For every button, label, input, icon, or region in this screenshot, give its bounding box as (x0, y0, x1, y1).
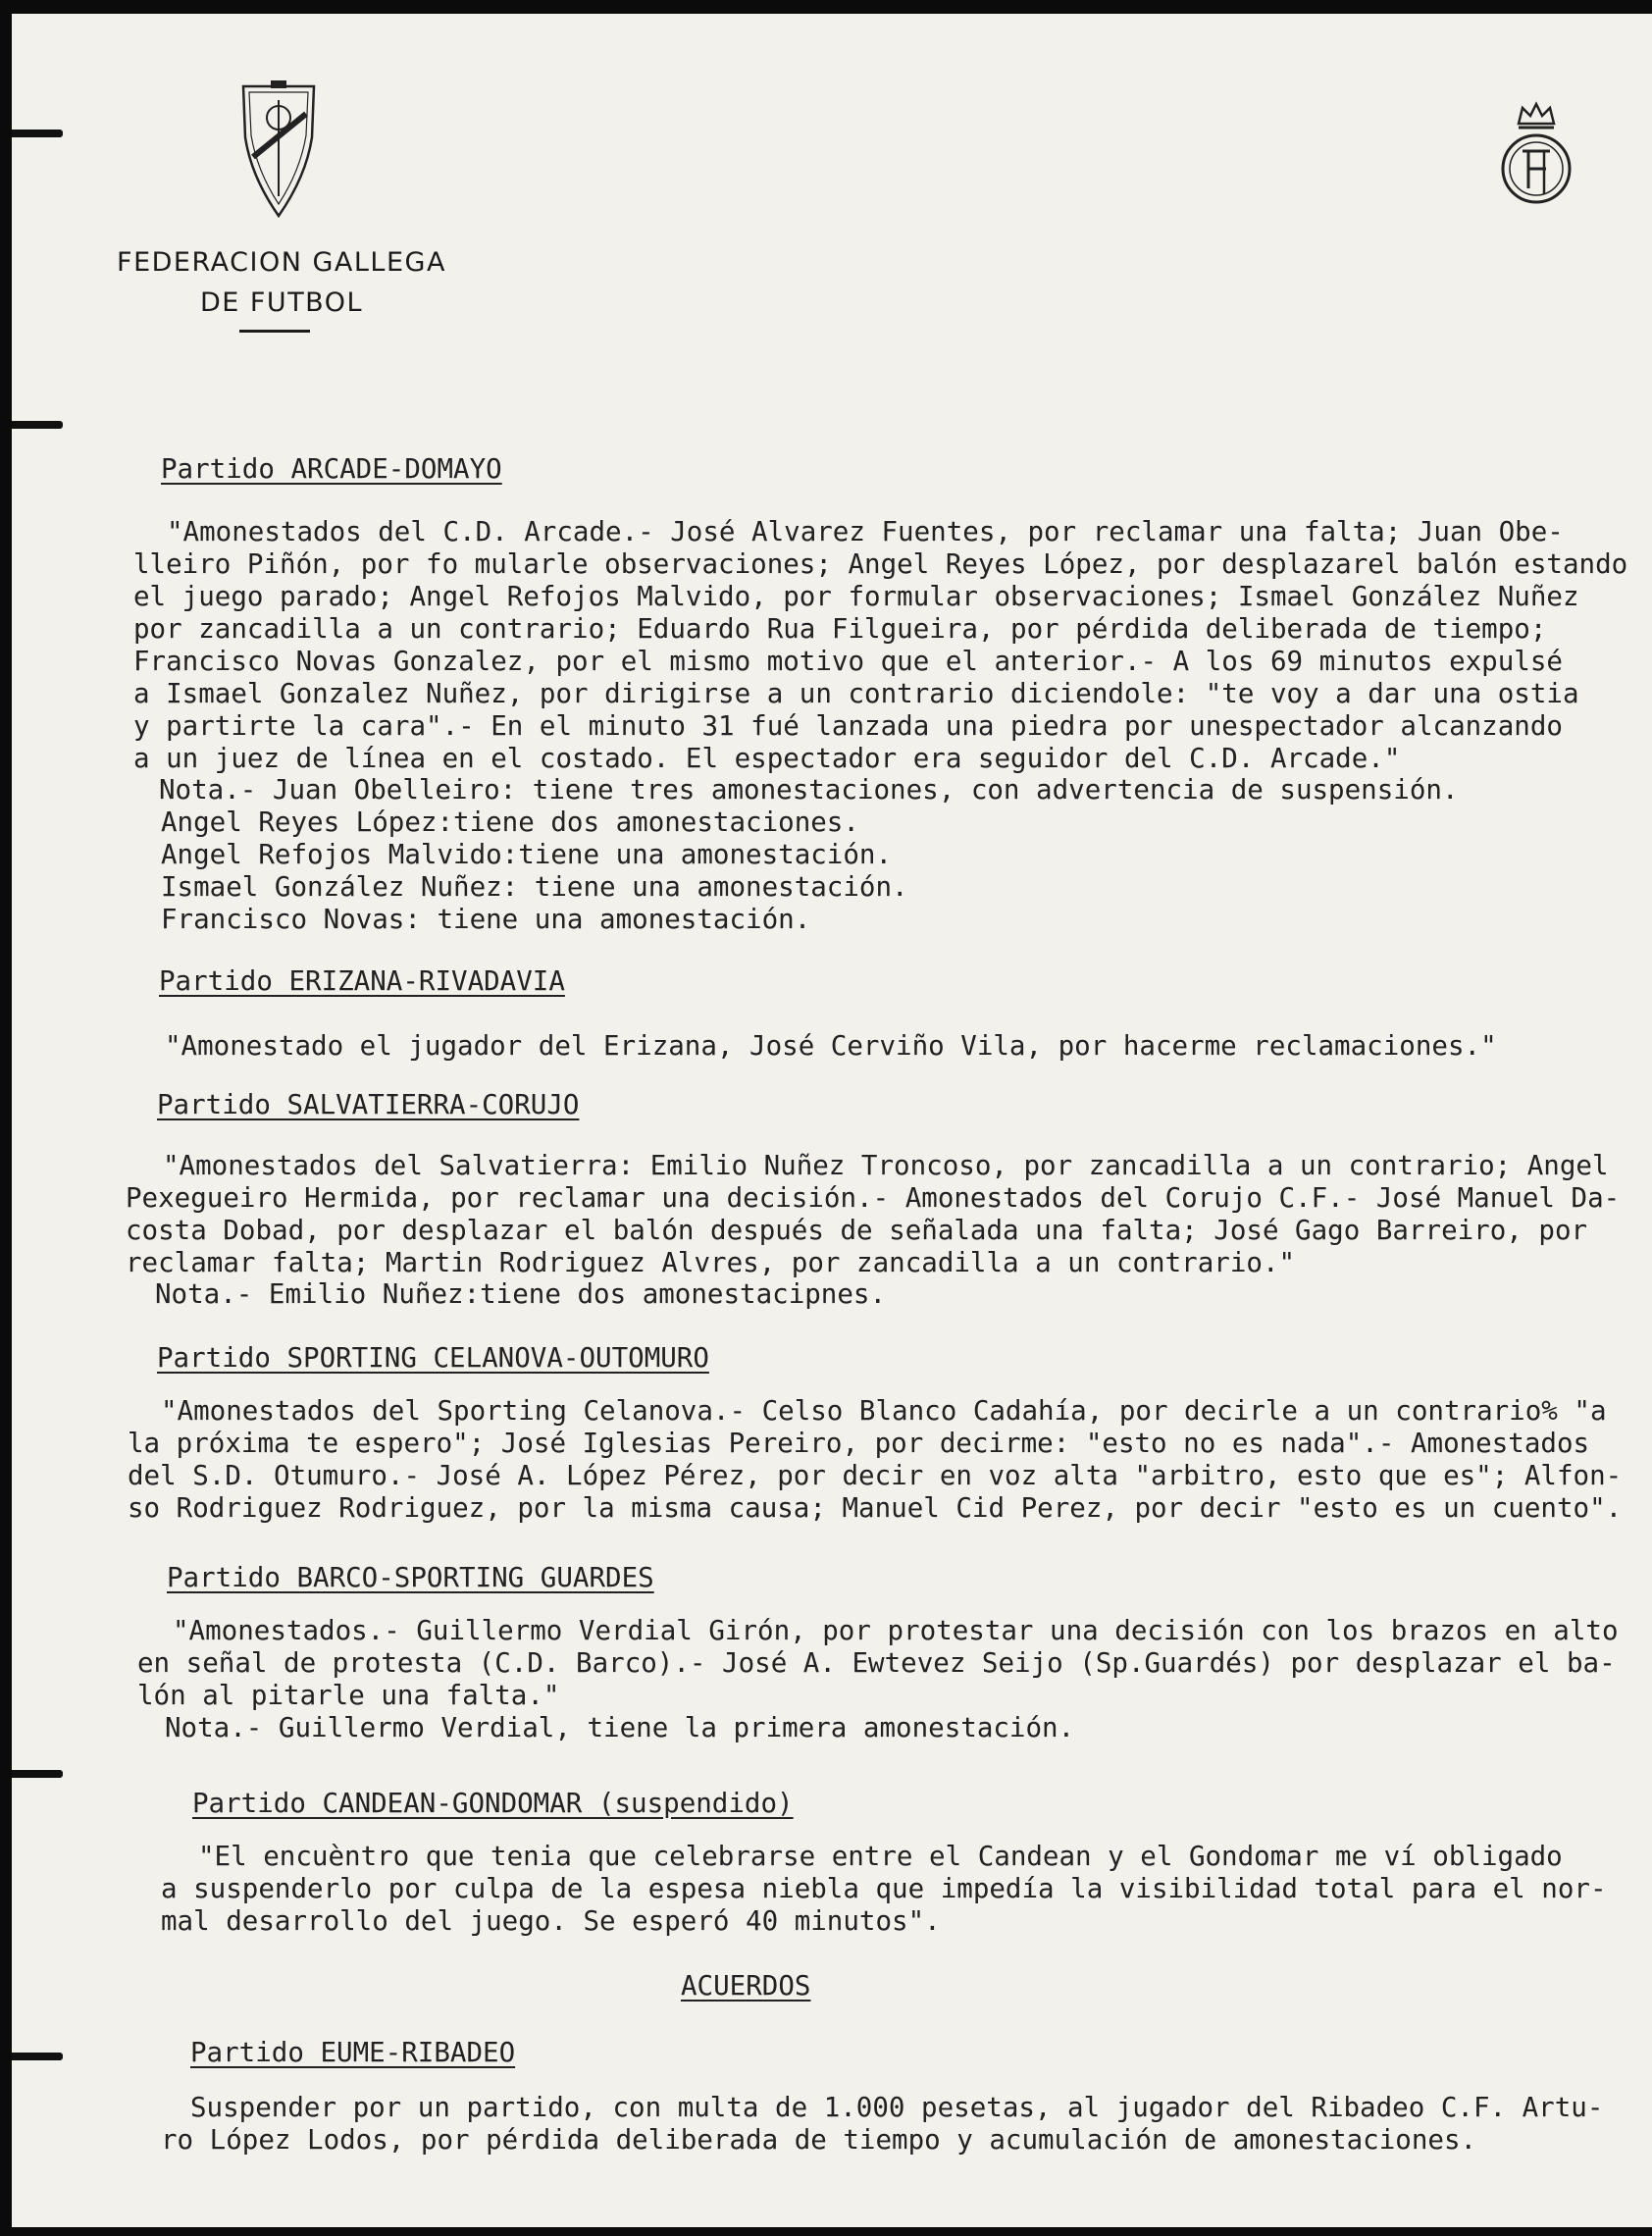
org-name-line1: FEDERACION GALLEGA (117, 247, 446, 278)
note-line: Nota.- Emilio Nuñez:tiene dos amonestacipnes. (155, 1278, 887, 1310)
text-line: reclamar falta; Martin Rodriguez Alvres, por zancadilla a un contrario." (126, 1247, 1296, 1278)
text-line: lleiro Piñón, por fo mularle observaciones; Angel Reyes López, por desplazarel balón estando (133, 548, 1628, 580)
text-line: a Ismael Gonzalez Nuñez, por dirigirse a un contrario diciendole: "te voy a dar una ostia (133, 678, 1579, 709)
text-line: del S.D. Otumuro.- José A. López Pérez, por decir en voz alta "arbitro, esto que es"; Alfon- (128, 1460, 1623, 1491)
binder-hole (12, 1770, 63, 1778)
text-line: ro López Lodos, por pérdida deliberada de tiempo y acumulación de amonestaciones. (161, 2124, 1477, 2156)
section-heading: Partido ERIZANA-RIVADAVIA (159, 965, 565, 997)
binder-hole (12, 421, 63, 429)
text-line: a suspenderlo por culpa de la espesa niebla que impedía la visibilidad total para el nor- (161, 1873, 1607, 1904)
text-line: en señal de protesta (C.D. Barco).- José A. Ewtevez Seijo (Sp.Guardés) por desplazar el ba- (137, 1647, 1616, 1679)
note-line: Francisco Novas: tiene una amonestación. (161, 904, 811, 935)
note-line: Angel Reyes López:tiene dos amonestaciones. (161, 806, 859, 838)
section-heading: Partido SPORTING CELANOVA-OUTOMURO (157, 1342, 709, 1374)
text-line: costa Dobad, por desplazar el balón después de señalada una falta; José Gago Barreiro, por (126, 1215, 1588, 1246)
section-heading: Partido SALVATIERRA-CORUJO (157, 1089, 580, 1120)
document-page (12, 14, 1652, 2227)
note-line: Ismael González Nuñez: tiene una amonestación. (161, 871, 908, 903)
section-heading: Partido EUME-RIBADEO (190, 2037, 516, 2068)
binder-hole (12, 2053, 63, 2060)
text-line: so Rodriguez Rodriguez, por la misma causa; Manuel Cid Perez, por decir "esto es un cuento". (128, 1492, 1623, 1524)
org-underline (239, 330, 310, 333)
text-line: y partirte la cara".- En el minuto 31 fué lanzada una piedra por unespectador alcanzando (133, 710, 1563, 742)
binder-hole (12, 130, 63, 137)
text-line: "Amonestado el jugador del Erizana, José Cerviño Vila, por hacerme reclamaciones." (165, 1030, 1497, 1062)
note-line: Nota.- Juan Obelleiro: tiene tres amonestaciones, con advertencia de suspensión. (159, 774, 1459, 806)
acuerdos-title: ACUERDOS (681, 1970, 811, 2002)
crowned-seal-icon (1497, 98, 1575, 222)
text-line: "Amonestados del C.D. Arcade.- José Alvarez Fuentes, por reclamar una falta; Juan Obe- (167, 516, 1564, 547)
section-heading: Partido BARCO-SPORTING GUARDES (167, 1562, 654, 1593)
section-heading: Partido ARCADE-DOMAYO (161, 453, 502, 485)
text-line: la próxima te espero"; José Iglesias Pereiro, por decirme: "esto no es nada".- Amonestados (128, 1428, 1590, 1459)
text-line: "El encuèntro que tenia que celebrarse entre el Candean y el Gondomar me ví obligado (198, 1841, 1563, 1872)
text-line: mal desarrollo del juego. Se esperó 40 minutos". (161, 1905, 941, 1937)
note-line: Angel Refojos Malvido:tiene una amonestación. (161, 839, 893, 870)
text-line: Pexegueiro Hermida, por reclamar una decisión.- Amonestados del Corujo C.F.- José Manuel Da- (126, 1182, 1621, 1214)
text-line: lón al pitarle una falta." (137, 1680, 560, 1711)
text-line: a un juez de línea en el costado. El espectador era seguidor del C.D. Arcade." (133, 743, 1401, 774)
text-line: "Amonestados del Salvatierra: Emilio Nuñez Troncoso, por zancadilla a un contrario; Angel (163, 1150, 1609, 1181)
text-line: el juego parado; Angel Refojos Malvido, por formular observaciones; Ismael González Nuñez (133, 581, 1579, 612)
note-line: Nota.- Guillermo Verdial, tiene la primera amonestación. (165, 1712, 1075, 1743)
org-name-line2: DE FUTBOL (199, 287, 364, 318)
text-line: Suspender por un partido, con multa de 1.000 pesetas, al jugador del Ribadeo C.F. Artu- (190, 2092, 1604, 2123)
text-line: por zancadilla a un contrario; Eduardo Rua Filgueira, por pérdida deliberada de tiempo; (133, 613, 1547, 645)
shield-crest-icon (235, 78, 322, 218)
text-line: Francisco Novas Gonzalez, por el mismo motivo que el anterior.- A los 69 minutos expulsé (133, 646, 1563, 677)
text-line: "Amonestados.- Guillermo Verdial Girón, por protestar una decisión con los brazos en alto (173, 1615, 1619, 1646)
text-line: "Amonestados del Sporting Celanova.- Celso Blanco Cadahía, por decirle a un contrario% "a (161, 1395, 1607, 1427)
section-heading: Partido CANDEAN-GONDOMAR (suspendido) (192, 1788, 794, 1819)
